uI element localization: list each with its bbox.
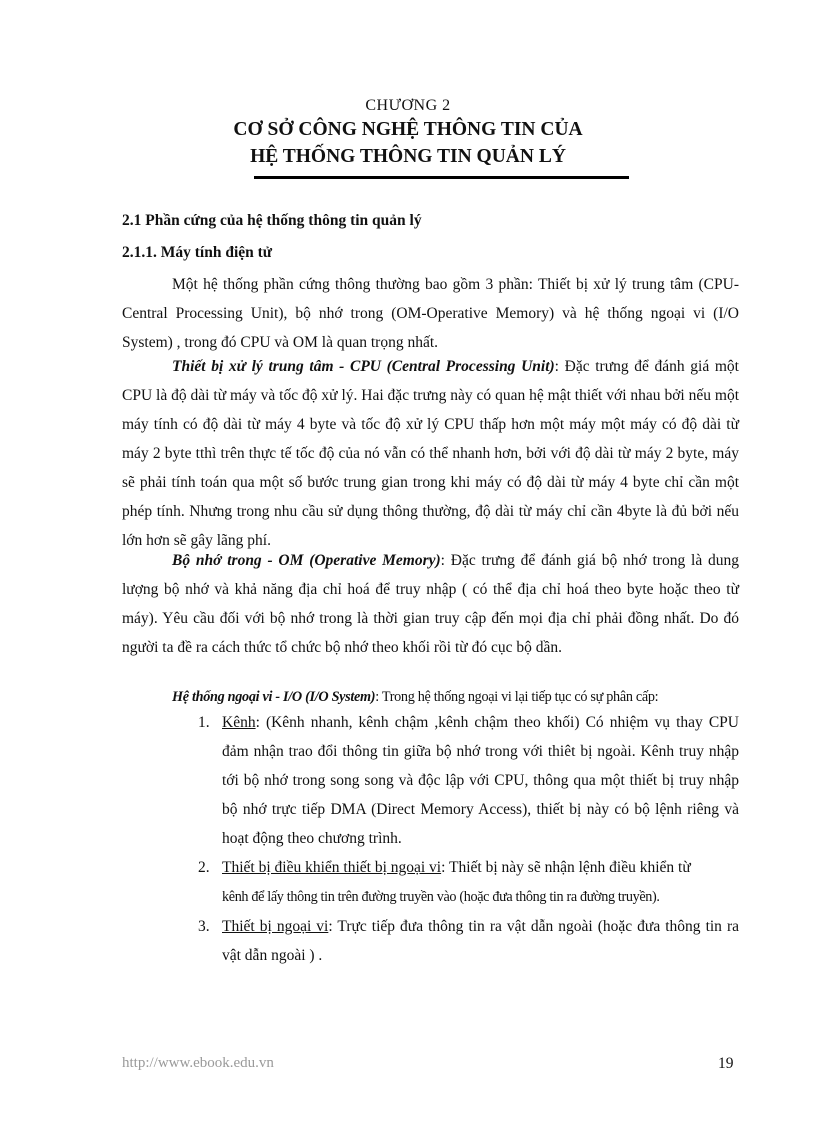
list-item-number: 2.: [198, 859, 210, 876]
page-number: 19: [718, 1055, 734, 1072]
list-item-term: Thiết bị điều khiển thiết bị ngoại vi: [222, 859, 442, 876]
list-item-text: : (Kênh nhanh, kênh chậm ,kênh chậm theo khối) Có nhiệm vụ thay CPU đảm nhận trao đổi thông tin giữa bộ nhớ trong với thiêt bị ngoài. Kênh truy nhập tới bộ nhớ trong song song và độc lập với CPU, thông qua một thiết bị truy nhập bộ nhớ trực tiếp DMA (Direct Memory Access), thiết bị này có bộ lệnh riêng và hoạt động theo chương trình.: [222, 714, 739, 847]
list-item-number: 1.: [198, 714, 210, 731]
chapter-number: CHƯƠNG 2: [365, 97, 451, 114]
om-line: [122, 546, 739, 662]
om-term: Bộ nhớ trong - OM (Operative Memory): [172, 552, 441, 569]
list-item: [172, 912, 739, 970]
list-item-text: : Trực tiếp đưa thông tin ra vật dẫn ngoài (hoặc đưa thông tin ra vật dẫn ngoài ) .: [222, 918, 739, 964]
io-text: : Trong hệ thống ngoại vi lại tiếp tục có sự phân cấp:: [375, 689, 659, 705]
io-hierarchy-list: [172, 708, 739, 970]
cpu-term: Thiết bị xử lý trung tâm - CPU (Central Processing Unit): [172, 358, 555, 375]
list-item-text: : Thiết bị này sẽ nhận lệnh điều khiển từ: [441, 859, 691, 876]
footer-url: http://www.ebook.edu.vn: [122, 1055, 274, 1071]
om-text: : Đặc trưng để đánh giá bộ nhớ trong là dung lượng bộ nhớ và khả năng địa chỉ hoá để truy nhập ( có thể địa chỉ hoá theo byte hoặc theo từ máy). Yêu cầu đối với bộ nhớ trong là thời gian truy cập đến mọi địa chỉ phải đồng nhất. Do đó người ta đề ra cách thức tổ chức bộ nhớ theo khối rồi từ đó cục bộ dần.: [122, 552, 739, 656]
om-paragraph: [122, 546, 739, 662]
subsection-heading: 2.1.1. Máy tính điện tử: [122, 244, 273, 261]
cpu-text: : Đặc trưng để đánh giá một CPU là độ dài từ máy và tốc độ xử lý. Hai đặc trưng này có quan hệ mật thiết với nhau bởi nếu một máy tính có độ dài từ máy 4 byte và tốc độ xử lý CPU thấp hơn một máy một máy có độ dài từ máy 2 byte tthì trên thực tế tốc độ của nó vẫn có thể nhanh hơn, bởi với độ dài từ máy 2 byte, máy sẽ phải tính toán qua một số bước trung gian trong khi máy có độ dài từ máy 4 byte chỉ cần một phép tính. Nhưng trong nhu cầu sử dụng thông thường, độ dài từ máy chỉ cần 4byte là đủ bởi nếu lớn hơn sẽ gây lãng phí.: [122, 358, 739, 549]
list-item-term: Kênh: [222, 714, 256, 731]
cpu-paragraph: [122, 352, 739, 555]
list-item-term: Thiết bị ngoại vi: [222, 918, 329, 935]
intro-paragraph: [122, 270, 739, 357]
chapter-title-line-1: CƠ SỞ CÔNG NGHỆ THÔNG TIN CỦA: [233, 119, 583, 140]
section-heading: 2.1 Phần cứng của hệ thống thông tin quản lý: [122, 212, 422, 229]
list-item-number: 3.: [198, 918, 210, 935]
intro-text: Một hệ thống phần cứng thông thường bao gồm 3 phần: Thiết bị xử lý trung tâm (CPU-Central Processing Unit), bộ nhớ trong (OM-Operative Memory) và hệ thống ngoại vi (I/O System) , trong đó CPU và OM là quan trọng nhất.: [122, 276, 739, 351]
chapter-title-underline: [254, 176, 629, 179]
cpu-line: [122, 352, 739, 555]
list-item-text-continued: kênh để lấy thông tin trên đường truyền vào (hoặc đưa thông tin ra đường truyền).: [222, 889, 660, 905]
list-item: [172, 708, 739, 853]
io-term: Hệ thống ngoại vi - I/O (I/O System): [172, 689, 376, 705]
chapter-title-line-2: HỆ THỐNG THÔNG TIN QUẢN LÝ: [250, 146, 566, 167]
list-item: [172, 853, 739, 912]
